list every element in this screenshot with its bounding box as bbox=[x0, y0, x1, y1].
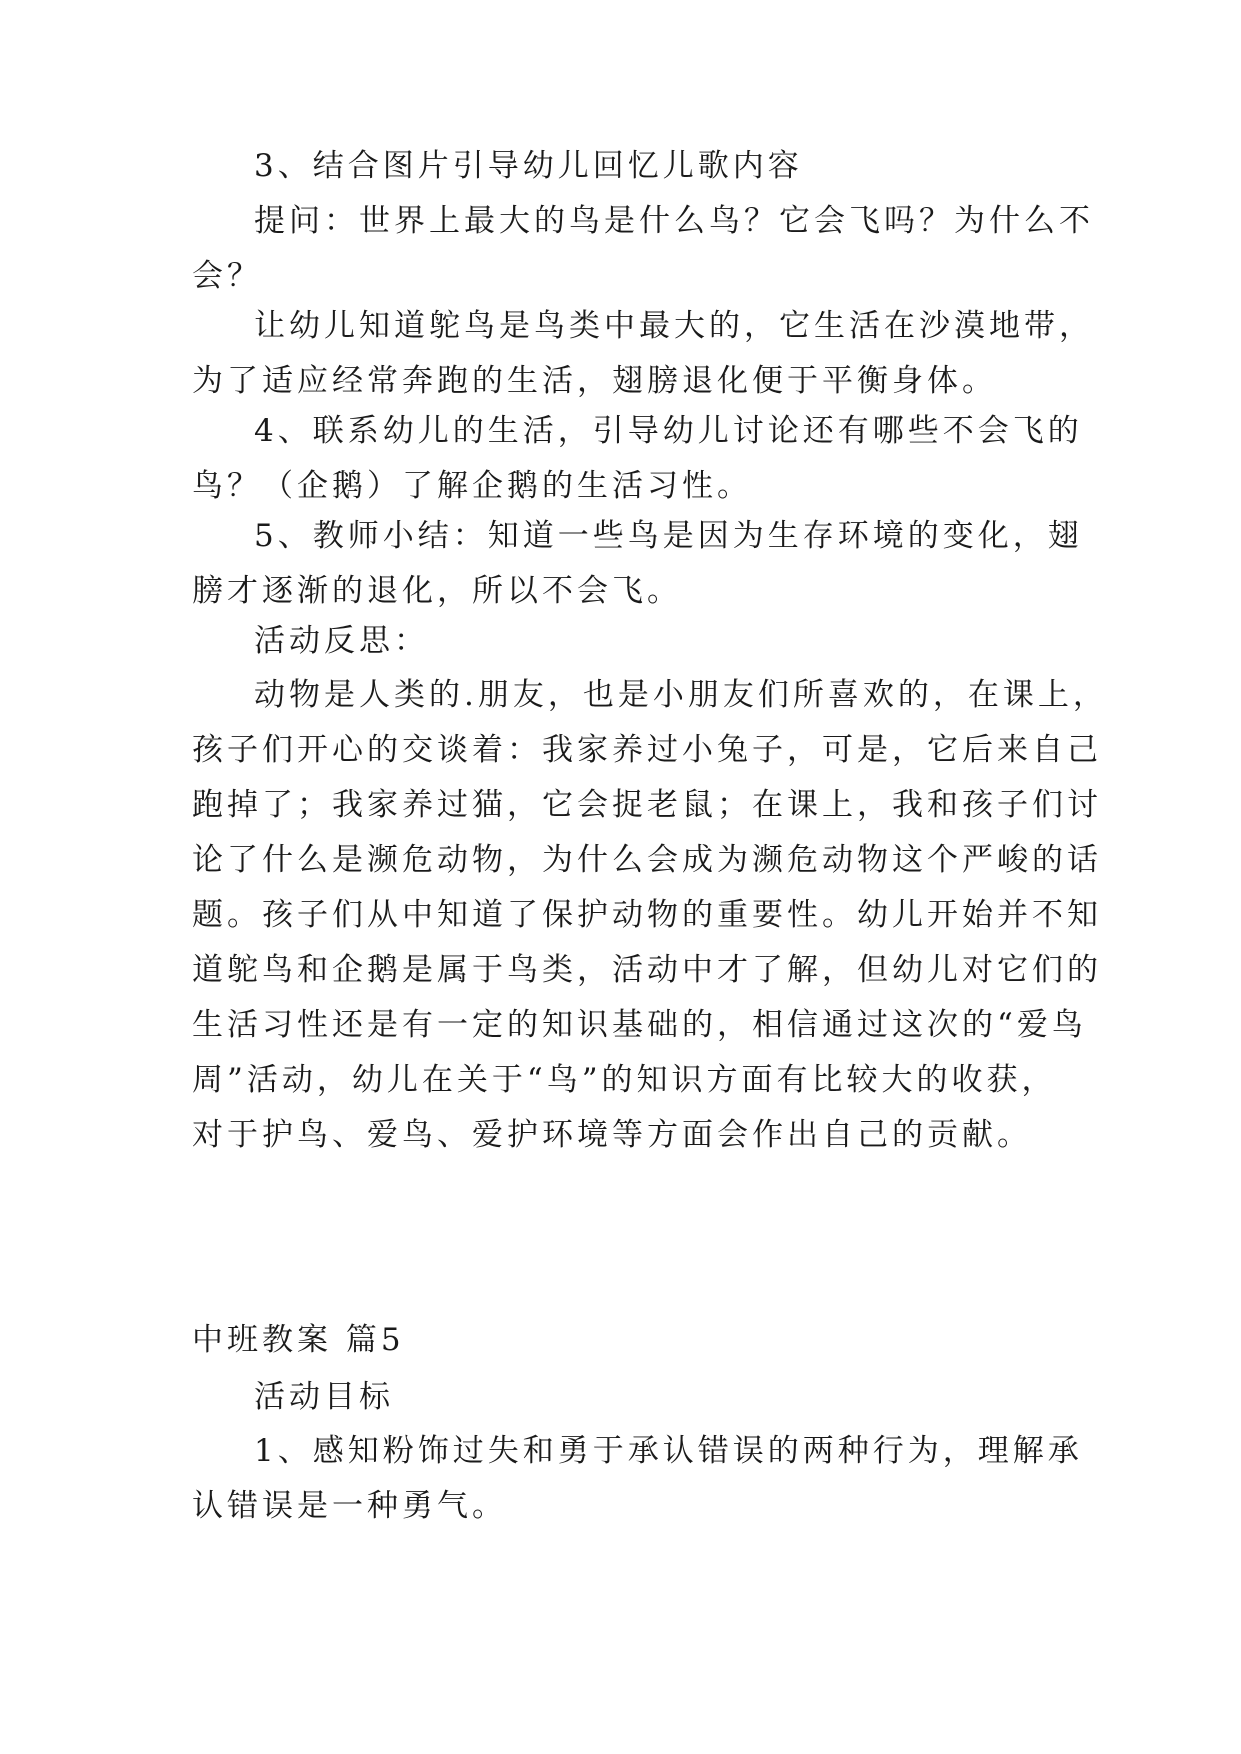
text-line: 会？ bbox=[192, 258, 262, 294]
text-line: 生活习性还是有一定的知识基础的，相信通过这次的“爱鸟 bbox=[192, 1007, 1087, 1043]
text-line: 认错误是一种勇气。 bbox=[192, 1488, 507, 1524]
text-line: 5、教师小结：知道一些鸟是因为生存环境的变化，翅 bbox=[254, 518, 1083, 554]
text-line: 鸟？（企鹅）了解企鹅的生活习性。 bbox=[192, 468, 752, 504]
text-line: 膀才逐渐的退化，所以不会飞。 bbox=[192, 573, 682, 609]
paragraph-activity-goals bbox=[192, 1370, 1072, 1425]
text-line: 3、结合图片引导幼儿回忆儿歌内容 bbox=[254, 148, 803, 184]
text-line: 周”活动，幼儿在关于“鸟”的知识方面有比较大的收获， bbox=[192, 1062, 1057, 1098]
text-line: 让幼儿知道鸵鸟是鸟类中最大的，它生活在沙漠地带， bbox=[254, 308, 1094, 344]
text-line: 跑掉了；我家养过猫，它会捉老鼠；在课上，我和孩子们讨 bbox=[192, 787, 1102, 823]
text-line: 道鸵鸟和企鹅是属于鸟类，活动中才了解，但幼儿对它们的 bbox=[192, 952, 1102, 988]
text-line: 1、感知粉饰过失和勇于承认错误的两种行为，理解承 bbox=[254, 1433, 1083, 1469]
text-line: 对于护鸟、爱鸟、爱护环境等方面会作出自己的贡献。 bbox=[192, 1117, 1032, 1153]
text-line: 提问：世界上最大的鸟是什么鸟？它会飞吗？为什么不 bbox=[254, 203, 1094, 239]
text-line: 题。孩子们从中知道了保护动物的重要性。幼儿开始并不知 bbox=[192, 897, 1102, 933]
text-line: 为了适应经常奔跑的生活，翅膀退化便于平衡身体。 bbox=[192, 363, 997, 399]
text-line: 孩子们开心的交谈着：我家养过小兔子，可是，它后来自己 bbox=[192, 732, 1102, 768]
text-line: 活动目标 bbox=[254, 1379, 394, 1415]
paragraph-reflection-body bbox=[192, 668, 1108, 1163]
paragraph-step-4 bbox=[192, 404, 1083, 514]
paragraph-step-5 bbox=[192, 509, 1083, 619]
text-line: 4、联系幼儿的生活，引导幼儿讨论还有哪些不会飞的 bbox=[254, 413, 1083, 449]
text-line: 动物是人类的.朋友，也是小朋友们所喜欢的，在课上， bbox=[254, 677, 1108, 713]
paragraph-ostrich bbox=[192, 299, 1094, 409]
paragraph-step-3 bbox=[192, 139, 1072, 194]
section-heading: 中班教案 篇5 bbox=[192, 1322, 405, 1358]
text-line: 活动反思： bbox=[254, 623, 429, 659]
paragraph-question bbox=[192, 194, 1094, 304]
text-line: 论了什么是濒危动物，为什么会成为濒危动物这个严峻的话 bbox=[192, 842, 1102, 878]
paragraph-reflection-title bbox=[192, 614, 1072, 669]
paragraph-goal-1 bbox=[192, 1424, 1083, 1534]
